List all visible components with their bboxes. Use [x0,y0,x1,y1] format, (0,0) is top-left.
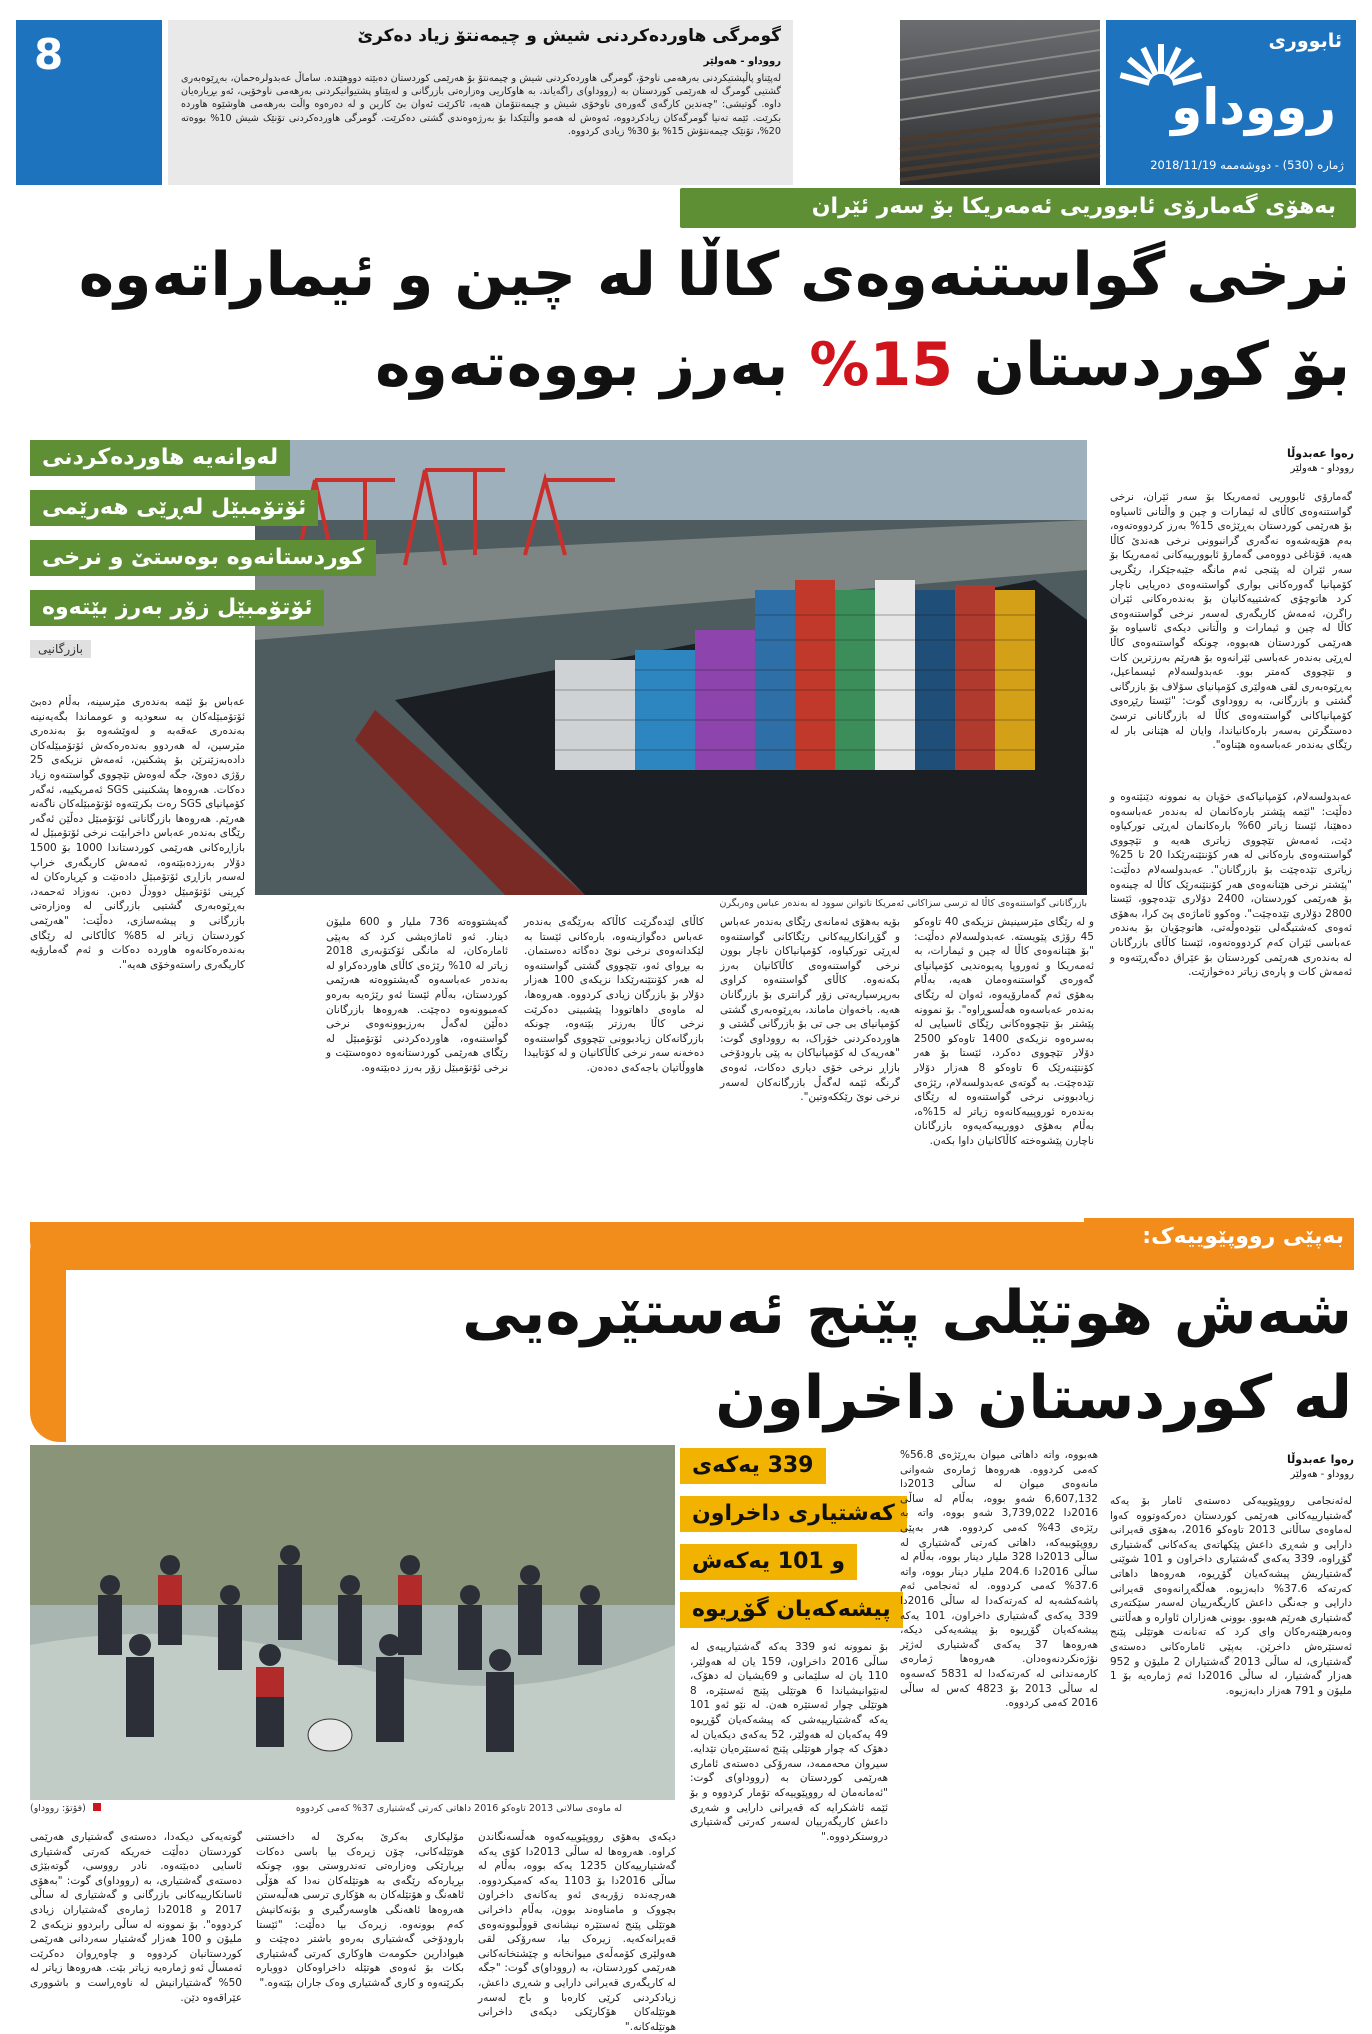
story1-highlight-1: لەوانەیە هاوردەکردنی [30,440,290,476]
story1-headline-post: بەرز بووەتەوە [375,330,789,400]
story2-highlight-2: کەشتیاری داخراون [680,1496,907,1532]
story1-headline-pre: بۆ کوردستان [973,330,1350,400]
story1-headline-line1: نرخی گواستنەوەی کاڵا لە چین و ئیماراتەوە [78,240,1350,310]
story2-column-6: گوتەیەکی دیکەدا، دەستەی گەشتیاری هەرێمی کوردستان دەڵێت خەریکە کەرتی گەشتیاری ئاسایی دەبێتەوە. نادر رووسی، گوتەبێژی دەستەی گەشتیاری، بە (رووداو)ی گوت: "بەهۆی ئاسانکارییەکانی بازرگانی و گەشتیاری لە ساڵی 2017 و 2018دا ژمارەی گەشتیاران زیادی کردووە". بۆ نموونە لە ساڵی رابردوو نزیکەی 2 ملیۆن و 100 هەزار گەشتیار سەردانی هەرێمی کوردستانیان کردووە و چاوەڕوان دەکرێت ئەمساڵ ئەو ژمارەیە زیاتر بێت. هەروەها زیاتر لە 50% گەشتیارانیش لە ناوەڕاست و باشووری عێراقەوە دێن. [30,1831,243,2004]
story2-highlight-3: و 101 یەکەش [680,1544,857,1580]
story1-column-7: عەباس بۆ ئێمە بەندەری مێرسینە، بەڵام دەبێ ئۆتۆمبێلەکان بە سعودیە و عومماندا بگەیەنینە بەندەری عەقەبە و لەوێشەوە بۆ بەندەری مێرسین، لە هەردوو بەندەرەکەش ئۆتۆمبێلەکان دادەبەزێنرێن بۆ پشکنین، ئەمەش نزیکەی 25 رۆژی دەوێ، جگە لەوەش تێچووی گواستنەوە زیاد دەکات. هەروەها پشکنینی SGS ئەمریکییە، ئەگەر کۆمپانیای SGS رەت بکرێتەوە ئۆتۆمبێلەکان ناگەنە هەرێم. هەروەها بازرگانانی ئۆتۆمبێل دەڵێن ئەگەر رێگای بەندەر عەباس داخرابێت نرخی ئۆتۆمبێل لە بازاڕەکانی هەرێمی کوردستاندا 1000 بۆ 1500 دۆلار بەرزدەبێتەوە، ئەمەش کاریگەری خراپ لەسەر بازاڕی ئۆتۆمبێل دادەنێت و کڕیارەکان لە کڕینی ئۆتۆمبێل دوودڵ دەبن. نەوزاد ئەحمەد، بەڕێوەبەری گشتیی بازرگانی لە وەزارەتی بازرگانی و پیشەسازی، دەڵێت: "هەرێمی کوردستان زیاتر لە 85% کاڵاکانی لە رێگای بەندەرەکانەوە هاوردە دەکات و ئەم گەمارۆیە کاریگەری راستەوخۆی هەیە". [30,696,246,971]
story1-column-6: گەیشتووەتە 736 ملیار و 600 ملیۆن دینار. ئەو ئاماژەیشی کرد کە بەپێی ئامارەکان، لە مانگی ئۆکتۆبەری 2018 زیاتر لە 10% رێژەی کاڵای هاوردەکراو لە بەندەر عەباسەوە گەیشتووەتە هەرێمی کوردستان، بەڵام ئێستا ئەو رێژەیە بەرەو کەمبوونەوە دەچێت. هەروەها بازرگانان دەڵێن لەگەڵ بەرزبوونەوەی نرخی گواستنەوە، هاوردەکردنی ئۆتۆمبێل لە رێگای هەرێمی کوردستانەوە دەوەستێت و نرخی ئۆتۆمبێل زۆر بەرز دەبێتەوە. [326,916,509,1074]
story2-photo-caption: لە ماوەی سالانی 2013 تاوەکو 2016 داهاتی کەرتی گەشتیاری 37% کەمی کردووە [295,1803,622,1814]
story2-kicker [1084,1218,1354,1262]
masthead-logo-block [1106,20,1356,185]
story2-author-name: رەوا عەبدوڵا [1286,1453,1354,1466]
story1-byline [1124,446,1354,476]
top-story-byline: رووداو - هەولێر [703,56,781,67]
logo-text: رووداو [1171,78,1336,136]
story2-highlight-1: 339 یەکەی [680,1448,826,1484]
story2-headline-line1: شەش هوتێلی پێنج ئەستێرەیی [462,1278,1352,1348]
story1-column-5: کاڵای لێدەگرێت کاڵاکە بەرێگەی بەندەر عەباس دەگوازینەوە، بارەکانی ئێستا بە لێکدانەوەی نرخی نوێ دەگاتە دەستمان. بە بڕوای ئەو، تێچووی گشتی گواستنەوە لە هەر کۆنتێنەرێکدا نزیکەی 100 هەزار دۆلار بۆ بازرگان زیادی کردووە. هەروەها، لە ماوەی داهاتوودا پێشبینی دەکرێت نرخی کاڵا بەرزتر بێتەوە، چونکە بازرگانەکان زیادبوونی تێچووی گواستنەوە دەخەنە سەر نرخی کاڵاکانیان و لە کۆتاییدا هاووڵاتیان باجەکەی دەدەن. [524,916,705,1074]
issue-info: ژمارە (530) - دووشەممە 2018/11/19 [1150,158,1344,172]
story1-photo [255,440,1087,895]
story1-column-4: بۆیە بەهۆی ئەمانەی رێگای بەندەر عەباس و گۆڕانکارییەکانی رێگاکانی گواستنەوە لەڕێی تورکیاوە، کۆمپانیاکان ناچار بوون نرخی گواستنەوەی کاڵاکانیان بەرز بکەنەوە. کاڵای گواستنەوە کراوی بەرپرسیاریەتی زۆر گرانتری بۆ بازرگانان هەیە. باخەوان ماماند، بەڕێوەبەری گشتی کۆمپانیای بی جی تی بۆ بازرگانی گشتی و هاوردەکردنی خۆراک، بە رووداوی گوت: "هەریەک لە کۆمپانیاکان بە پێی بارودۆخی بازاڕ نرخی خۆی دیاری دەکات، ئەوەی گرنگە ئێمە لەگەڵ بازرگانەکان لەسەر نرخی نوێ رێککەوتین". [720,916,900,1104]
story1-headline-percent: 15% [809,330,953,400]
story1-highlight-4: ئۆتۆمبێل زۆر بەرز بێتەوە [30,590,324,626]
story1-highlight-2: ئۆتۆمبێل لەڕێی هەرێمی [30,490,318,526]
story1-headline-line2 [375,330,1350,400]
story2-column-2: هەبووە، واتە داهاتی میوان بەڕێژەی 56.8% کەمی کردووە. هەروەها ژمارەی شەوانی مانەوەی میوان لە ساڵی 2013دا 6,607,132 شەو بووە، بەڵام لە ساڵی 2016دا 3,739,022 شەو بووە، واتە بە رێژەی 43% کەمی کردووە. هەر بەپێی رووپێوییەکە، داهاتی کەرتی گەشتیاری لە ساڵی 2013دا 328 ملیار دینار بووە، بەڵام لە ساڵی 2016دا 204.6 ملیار دینار بووە، واتە 37.6% کەمی کردووە. لە ئەنجامی ئەم پاشەکشەیە لە کەرتەکەدا لە ساڵی 2016دا 339 یەکەی گەشتیاری داخراون، 101 یەکە پیشەکەیان گۆڕیوە بۆ پیشەیەکی دیکە، هەروەها 37 یەکەی گەشتیاری لەژێر نۆژەنکردنەوەدان. هەروەها ژمارەی کارمەندانی لە کەرتەکەدا لە 5831 کەسەوە لە ساڵی 2013 بۆ 4823 کەس لە ساڵی 2016 کەمی کردووە. [900,1449,1099,1710]
camera-icon [93,1803,101,1811]
story1-highlight-3: کوردستانەوە بوەستێ و نرخی [30,540,376,576]
story1-kicker [680,188,1356,228]
story2-photo [30,1445,675,1800]
story1-author-place: رووداو - هەولێر [1290,463,1354,474]
story1-column-2: عەبدولسەلام، کۆمپانیاکەی خۆیان بە نموونە دێنێتەوە و دەڵێت: "ئێمە پێشتر بارەکانمان لە بەندەر عەباسەوە دەهێنا، ئێستا زیاتر 60% بارەکانمان لەڕێی تورکیاوە دێت، ئەمەش تێچووی زیاتری هەیە و تێچووی گواستنەوەی بارەکانی لە هەر کۆنتێنەرێکدا 20 تا 25% زیاتری تێدەچێت بۆ بازرگانان". عەبدولسەلام دەڵێت: "پێشتر نرخی هێنانەوەی هەر کۆنتێنەرێک کاڵا لە چینەوە بۆ هەرێمی کوردستان، 2400 دۆلاری تێدەچوو، ئێستا 2800 دۆلاری تێدەچێت". وەکوو ئاماژەی پێ کرا، بەهۆی ئەوەی کەشتیگەلی نێودەوڵەتی، هاتوچۆیان بۆ بەندەر عەباسی ئێران کەم کردووەتەوە، ئێستا کاڵای بازرگانان لە بەندەری هەرێمی کوردستان بۆ عێراق دەگەڕێتەوە و ئەمەش کات و پارەی زیاتر دەخوازێت. [1110,791,1353,979]
masthead-photo [900,20,1100,185]
story1-tag: بازرگانیی [30,640,91,658]
story2-photo-credit-text: (فۆتۆ: رووداو) [30,1803,86,1814]
story2-kicker-text: بەپێی رووپێوییەک: [1142,1224,1344,1249]
story2-photo-credit [30,1803,101,1814]
story2-byline [1124,1452,1354,1482]
story1-author-name: رەوا عەبدوڵا [1286,447,1354,460]
masthead [0,20,1372,185]
page-number: 8 [16,20,162,185]
story2-headline-line2: لە کوردستان داخراون [715,1363,1352,1433]
story1-column-1: گەمارۆی ئابووریی ئەمەریکا بۆ سەر ئێران، نرخی گواستنەوەی کاڵای لە ئیمارات و چین و واڵتانی ئاسیاوە بۆ هەرێمی کوردستان بەڕێژەی 15% بەرز کردووەتەوە، بەم هۆیەشەوە نەگەری گرانبوونی نرخی هەندێ کاڵا هەیە. قۆناغی دووەمی گەمارۆ ئابوورییەکانی ئەمەریکا بۆ سەر ئێران لە پێنجی ئەم مانگە جێبەجێکرا، رێگریی کۆمپانیا گەورەکانی بواری گواستنەوەی دەریایی ناچار کرد هاتوچۆی کەشتییەکانیان بۆ بەندەرەکانی ئێران راگرن، ئەمەش کاریگەری لەسەر نرخی گواستنەوەی کاڵا لە چین و ئیمارات و واڵتانی دیکەی ئاسیاوە بۆ هەرێمی کوردستان هەبووە، چونکە گواستنەوەی کاڵا لەڕێی بەندەر عەباسی ئێرانەوە بۆ هەرێم بەرزترین کات و تێچووی کەمتر بوو. عەبدولسەلام ئیسماعیل، بەڕێوەبەری لقی هەولێری کۆمپانیای سۆلاف بۆ بازرگانی گشتی و بازرگانی، بە رووداوی گوت: "ئێستا رێڕەوی کۆمپانیاکانی گواستنەوەی کاڵا لە بازرگانانی ترسێ دەستگرتن بەسەر بارەکانیاندا، وایان لە هێنانی بار لە رێگای بەندەر عەباسەوە هێناوە". [1110,491,1353,752]
story2-column-4: دیکەی بەهۆی رووپێوییەکەوە هەڵسەنگاندن کراوە. هەروەها لە ساڵی 2013دا کۆی یەکە گەشتیارییەکان 1235 یەکە بووە، بەڵام لە ساڵی 2016دا بۆ 1103 یەکە کەمیکردووە. هەرچەندە زۆربەی ئەو یەکانەی داخراون بچووک و مامناوەند بوون، بەڵام داخرانی هوتێلی پێنج ئەستێرە نیشانەی قووڵبوونەوەی قەیرانەکەیە. زیرەک بیا، سەرۆکی لقی هەولێری کۆمەڵەی میوانخانە و چێشتخانەکانی هەرێمی کوردستان، بە (رووداو)ی گوت: "جگە لە کاریگەری قەیرانی دارایی و شەڕی داعش، زیادکردنی کرێی کارەبا و باج لەسەر هوتێلەکان هۆکارێکی دیکەی داخرانی هوتێلەکانە." [478,1831,676,2033]
top-story-body: لەپێناو پاڵپشتیکردنی بەرهەمی ناوخۆ، گومرگی هاوردەکردنی شیش و چیمەنتۆ بۆ هەرێمی کوردستان دەبێتە دووهێندە. ساماڵ عەبدولرەحمان، بەڕێوەبەری گشتیی گومرگ لە هەرێمی کوردستان بە (رووداو)ی راگەیاند، بە هاوکاریی وەزارەتی بازرگانی و لەپێناو پشتیوانیکردنی بەرهەمی ناوخۆیی، ئەو بڕیارەیان داوە. گوتیشی: "چەندین کارگەی گەورەی ناوخۆی شیش و چیمەنتۆمان هەیە، ئاکرێت ئەوان بێ کارین و لە دەرەوە واڵت بەرهەمی هاوشێوە هاوردە بکرێت. ئێمە تەنیا گومرگەکان زیادکردووە، ئەوەش لە هەمو واڵتێکدا بۆ بەرژەوەندی گشتی دەکرێت. گومرگی هاوردەکردنی تۆنێک شیش 10% بووەتە 20%، تۆنێک چیمەنتۆش 15% بۆ 30% زیادی کردووە. [181,73,781,137]
top-story-title: گومرگی هاوردەکردنی شیش و چیمەنتۆ زیاد دەکرێ [357,26,781,46]
story1-kicker-text: بەهۆی گەمارۆی ئابووریی ئەمەریکا بۆ سەر ئێران [811,194,1336,219]
story2-author-place: رووداو - هەولێر [1290,1469,1354,1480]
story2-column-3: بۆ نموونە ئەو 339 یەکە گەشتیارییەی لە ساڵی 2016 داخراون، 159 یان لە هەولێر، 110 یان لە سلێمانی و 69یشیان لە دهۆک، لەنێوانیشیاندا 6 هوتێلی پێنج ئەستێرە، 8 هوتێلی چوار ئەستێرە هەن. لە نێو ئەو 101 یەکە گەشتیارییەشی کە پیشەکەیان گۆڕیوە 49 یەکەیان لە هەولێر، 52 یەکەی دیکەیان لە دهۆک کە چوار هوتێلی پێنج ئەستێرەیان تێدایە. سیروان محەممەد، سەرۆکی دەستەی ئاماری هەرێمی کوردستان بە (رووداو)ی گوت: "ئەمانەمان لە رووپێوییەکە تۆمار کردووە و بۆ ئێمە ئاشکرایە کە قەیرانی دارایی و شەڕی داعش کاریگەرییان لەسەر کەرتی گەشتیاری دروستکردووە." [690,1641,889,1843]
story1-photo-caption: بازرگانانی گواستنەوەی کاڵا لە ترسی سزاکانی ئەمریکا ناتوانن سوود لە بەندەر عباس وەربگرن [719,898,1087,909]
story2-column-1: لەئەنجامی رووپێوییەکی دەستەی ئامار بۆ یەکە گەشتیارییەکانی هەرێمی کوردستان دەرکەوتووە کەوا لەماوەی ساڵانی 2013 تاوەکو 2016، بەهۆی قەیرانی دارایی و شەڕی داعش پێکهاتەی یەکەکانی گەشتیاری گۆڕاوە، 339 یەکەی گەشتیاری داخراون و 101 شوێنی گەشتیاریش پیشەکەیان گۆڕیوە، هەروەها داهاتی کەرتەکە 37.6% دابەزیوە. هەڵگەڕانەوەی قەیرانی دارایی و جەنگی داعش کاریگەرییان لەسەر سێکتەری گەشتیاری هەرێم هەبوو. بوونی هەزاران ئاوارە و هەڵاتنی وەبەرهێنەرەکان وای کرد کە تەنانەت هوتێلی پێنج ئەستێرەش داخرێن. بەپێی ئامارەکانی دەستەی گەشتیاری، لە ساڵی 2013 گەشتیاران 2 ملیۆن و 952 هەزار گەشتیار، لە ساڵی 2016دا ئەم ژمارەیە بۆ 1 ملیۆن و 791 هەزار دابەزیوە. [1110,1495,1353,1697]
story2-highlight-4: پیشەکەیان گۆڕیوە [680,1592,903,1628]
story2-orange-frame-side [30,1222,66,1442]
story1-headline [30,240,1350,430]
top-story [168,20,793,185]
story2-headline [80,1278,1352,1438]
story2-column-5: مۆلیکاری بەکرێ بەکرێ لە داخستنی هوتێلەکانی، چۆن زیرەک بیا باسی دەکات بڕیارێکی وەزارەتی تەندروستی بوو، چونکە بڕیارەکە رێگەی بە هوتێلەکان نەدا کە هۆڵی ئاهەنگ و هۆتێلەکان بە هۆکاری ترسی هەڵبەستن هەروەها ئاهەنگی هاوسەرگیری و بۆنەکانیش کەم بوونەوە. زیرەک بیا دەڵێت: "ئێستا بارودۆخی گەشتیاری بەرەو باشتر دەچێت و هیوادارین حکومەت هاوکاری کەرتی گەشتیاری بکات بۆ ئەوەی هوتێلە داخراوەکان دووبارە بکرێنەوە و کاری گەشتیاری وەک جاران بێتەوە." [256,1831,464,1989]
story1-column-3: و لە رێگای مێرسینیش نزیکەی 40 تاوەکو 45 رۆژی پێویستە. عەبدولسەلام دەڵێت: "بۆ هێنانەوەی کاڵا لە چین و ئیمارات، بە ئەمەریکا و ئەوروپا پەیوەندیی کۆمپانیای گەورەی گواستنەوەمان هەیە، بەڵام بەهۆی ئەم گەمارۆیەوە، ئەوان لە رێگای بەندەر عەباسەوە هەڵسوڕاوە". بۆ نموونە پێشتر بۆ تێچووەکانی رێگای ئاسیایی لە بەسرەوە نزیکەی 1400 تاوەکو 2500 دۆلار تێچووی دەکرد، ئێستا بۆ هەر کۆنتێنەرێک 6 تاوەکو 8 هەزار دۆلار تێدەچێت. بە گوتەی عەبدولسەلام، رێژەی زیادبوونی نرخی گواستنەوە لە رێگای بەندەرە ئوروپییەکانەوە زیاتر لە 15%ە، بەڵام بەهۆی دوورییەکەیەوە بازرگانان ناچارن پێشوەختە کاڵاکانیان داوا بکەن. [914,916,1094,1147]
section-label: ئابووری [1268,30,1342,52]
